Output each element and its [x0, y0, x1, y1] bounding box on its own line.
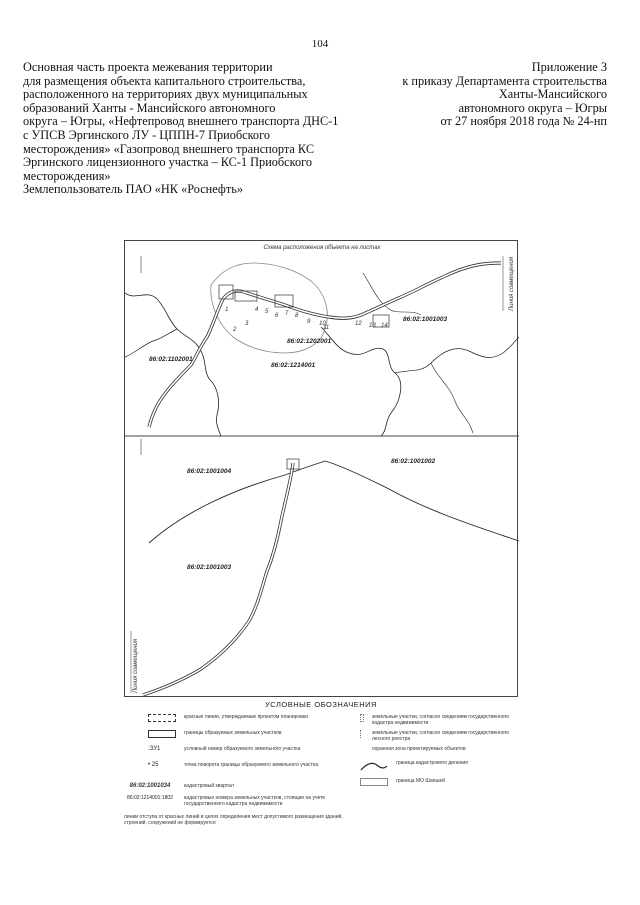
municipal-boundary-symbol: [360, 778, 388, 786]
river-line: [395, 337, 519, 373]
point-number: 8: [295, 313, 299, 319]
point-number: 5: [265, 309, 269, 315]
river-line: [431, 363, 473, 433]
legend-item: [148, 730, 349, 738]
legend-text: земельные участки, согласно сведениям государственного лесного реестра: [372, 730, 510, 742]
legend-item: [360, 778, 546, 786]
legend-item: [360, 730, 522, 742]
parcel-label: 86:02:1001004: [187, 468, 232, 475]
point-number: 12: [355, 321, 362, 327]
legend-item: [148, 714, 349, 722]
legend-text: земельные участки, согласно сведениям государственного кадастра недвижимости: [372, 714, 510, 726]
legend-text: кадастровые номера земельных участков, стоящие на учете государственного кадастра недвижимости: [184, 795, 326, 807]
gkn-parcel-symbol: [360, 714, 364, 722]
project-title-line: с УПСВ Эргинского ЛУ - ЦППН-7 Приобского: [23, 127, 270, 142]
point-number: 9: [307, 319, 311, 325]
legend-item: [360, 760, 546, 772]
point-number: 6: [275, 313, 279, 319]
scheme-title: Схема расположения объекта на листах: [263, 245, 381, 251]
point-number: 3: [245, 321, 249, 327]
project-title-line: округа – Югры, «Нефтепровод внешнего транспорта ДНС-1: [23, 114, 339, 129]
project-title-line: расположенного на территориях двух муниципальных: [23, 87, 308, 102]
legend-text: условный номер образуемого земельного участка: [184, 746, 301, 752]
legend-item: [124, 814, 354, 826]
protection-zone-symbol: [360, 746, 364, 756]
cadastral-division-icon: [360, 760, 388, 772]
parcel-label: 86:02:1202001: [287, 338, 332, 345]
appendix-line: Приложение 3: [531, 60, 607, 74]
corridor-inner: [143, 463, 293, 695]
point-number: 2: [233, 327, 237, 333]
cadastral-number-symbol: 86:02:1214001:1802: [127, 795, 173, 801]
river-line: [125, 293, 221, 436]
parcel-label: 86:02:1001003: [403, 316, 448, 323]
legend-item: [148, 746, 349, 756]
point-number: 7: [285, 311, 289, 317]
legend-text: граница МО Шапшей: [396, 778, 446, 784]
legend-text: границы образуемых земельных участков: [184, 730, 282, 736]
match-line-label: Линия совмещения: [509, 256, 515, 311]
corridor-outer: [143, 463, 293, 695]
legend-text: линии отступа от красных линий в целях определения мест допустимого размещения зданий, строений, сооружений не формируется: [124, 814, 343, 826]
project-title-line: для размещения объекта капитального строительства,: [23, 73, 306, 88]
legend-item: [360, 746, 522, 756]
point-number: 1: [225, 307, 229, 313]
legend-text: точка поворота границы образуемого земельного участка: [184, 762, 318, 768]
appendix-block: [327, 61, 607, 129]
appendix-line: Ханты-Мансийского: [498, 87, 607, 102]
legend-text: охранная зона проектируемых объектов: [372, 746, 466, 752]
upper-sheet: [125, 256, 519, 436]
turn-point-symbol: • 25: [148, 762, 159, 768]
point-number: 10: [319, 321, 326, 327]
page-number: 104: [311, 38, 329, 50]
appendix-line: к приказу Департамента строительства: [402, 73, 607, 88]
legend-text: граница кадастрового деления: [396, 760, 468, 766]
legend: [124, 700, 518, 840]
point-number: 4: [255, 307, 259, 313]
forest-parcel-symbol: [360, 730, 364, 738]
appendix-line: автономного округа – Югры: [458, 100, 607, 115]
parcel-border-symbol: [148, 730, 176, 738]
legend-item: [148, 762, 349, 772]
legend-title: УСЛОВНЫЕ ОБОЗНАЧЕНИЯ: [265, 700, 377, 709]
point-number: 11: [323, 325, 330, 331]
legend-item: [124, 795, 349, 807]
project-title-line: образований Ханты - Мансийского автономного: [23, 100, 276, 115]
point-number: 14: [381, 323, 388, 329]
project-title-block: [23, 61, 373, 197]
legend-item: [360, 714, 522, 726]
match-line-label: Линия совмещения: [133, 638, 139, 693]
scheme-map: [124, 240, 518, 697]
project-title-line: Эргинского лицензионного участка – КС-1 Приобского: [23, 155, 313, 170]
appendix-line: от 27 ноября 2018 года № 24-нп: [440, 114, 607, 129]
parcel-label: 86:02:1214001: [271, 362, 316, 369]
map-drawing: [125, 241, 519, 698]
parcel-number-symbol: :ЗУ1: [148, 746, 161, 752]
legend-item: [124, 783, 349, 793]
river-line: [125, 329, 177, 357]
project-title-line: месторождения» «Газопровод внешнего транспорта КС: [23, 141, 315, 156]
river-line: [321, 327, 401, 436]
corridor-inner: [149, 263, 501, 427]
quarter-symbol: 86:02:1001034: [129, 783, 171, 789]
land-user-line: Землепользователь ПАО «НК «Роснефть»: [23, 182, 243, 197]
lower-sheet: [131, 439, 519, 695]
legend-text: красные линии, утверждаемые проектом планировки: [184, 714, 308, 720]
red-lines-symbol: [148, 714, 176, 722]
parcel-label: 86:02:1001003: [187, 564, 232, 571]
parcel-label: 86:02:1001002: [391, 458, 436, 465]
project-title-line: месторождения»: [23, 168, 111, 183]
parcel-label: 86:02:1102001: [149, 356, 193, 363]
point-number: 13: [369, 323, 376, 329]
legend-text: кадастровый квартал: [184, 783, 234, 789]
project-title-line: Основная часть проекта межевания территории: [23, 60, 273, 74]
